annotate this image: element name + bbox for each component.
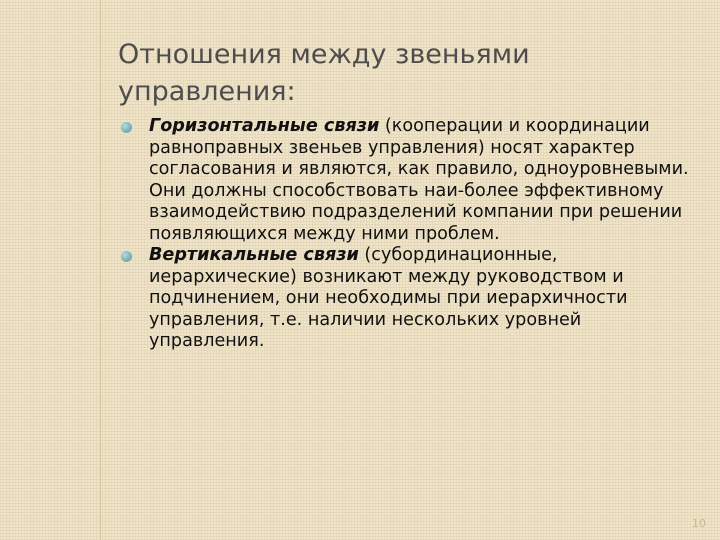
bullet-term: Вертикальные связи [149,245,359,265]
bullet-circle-icon [121,251,132,262]
bullet-term: Горизонтальные связи [149,116,380,136]
bullet-item-horizontal-links [118,116,698,245]
page-number: 10 [692,517,706,530]
bullet-text: (субординационные, иерархические) возникают между руководством и подчинением, они необходимы при иерархичности управления, т.е. наличии нескольких уровней управления. [149,245,628,351]
slide-title: Отношения между звеньями управления: [118,39,530,107]
bullet-text: (кооперации и координации равноправных звеньев управления) носят характер согласования и являются, как правило, одноуровневыми. Они должны способствовать наи-более эффективному взаимодействию подразделений компании при решении появляющихся между ними проблем. [149,116,689,244]
bullet-circle-icon [121,122,132,133]
bullet-item-vertical-links [118,245,698,353]
bullet-list [118,116,698,353]
